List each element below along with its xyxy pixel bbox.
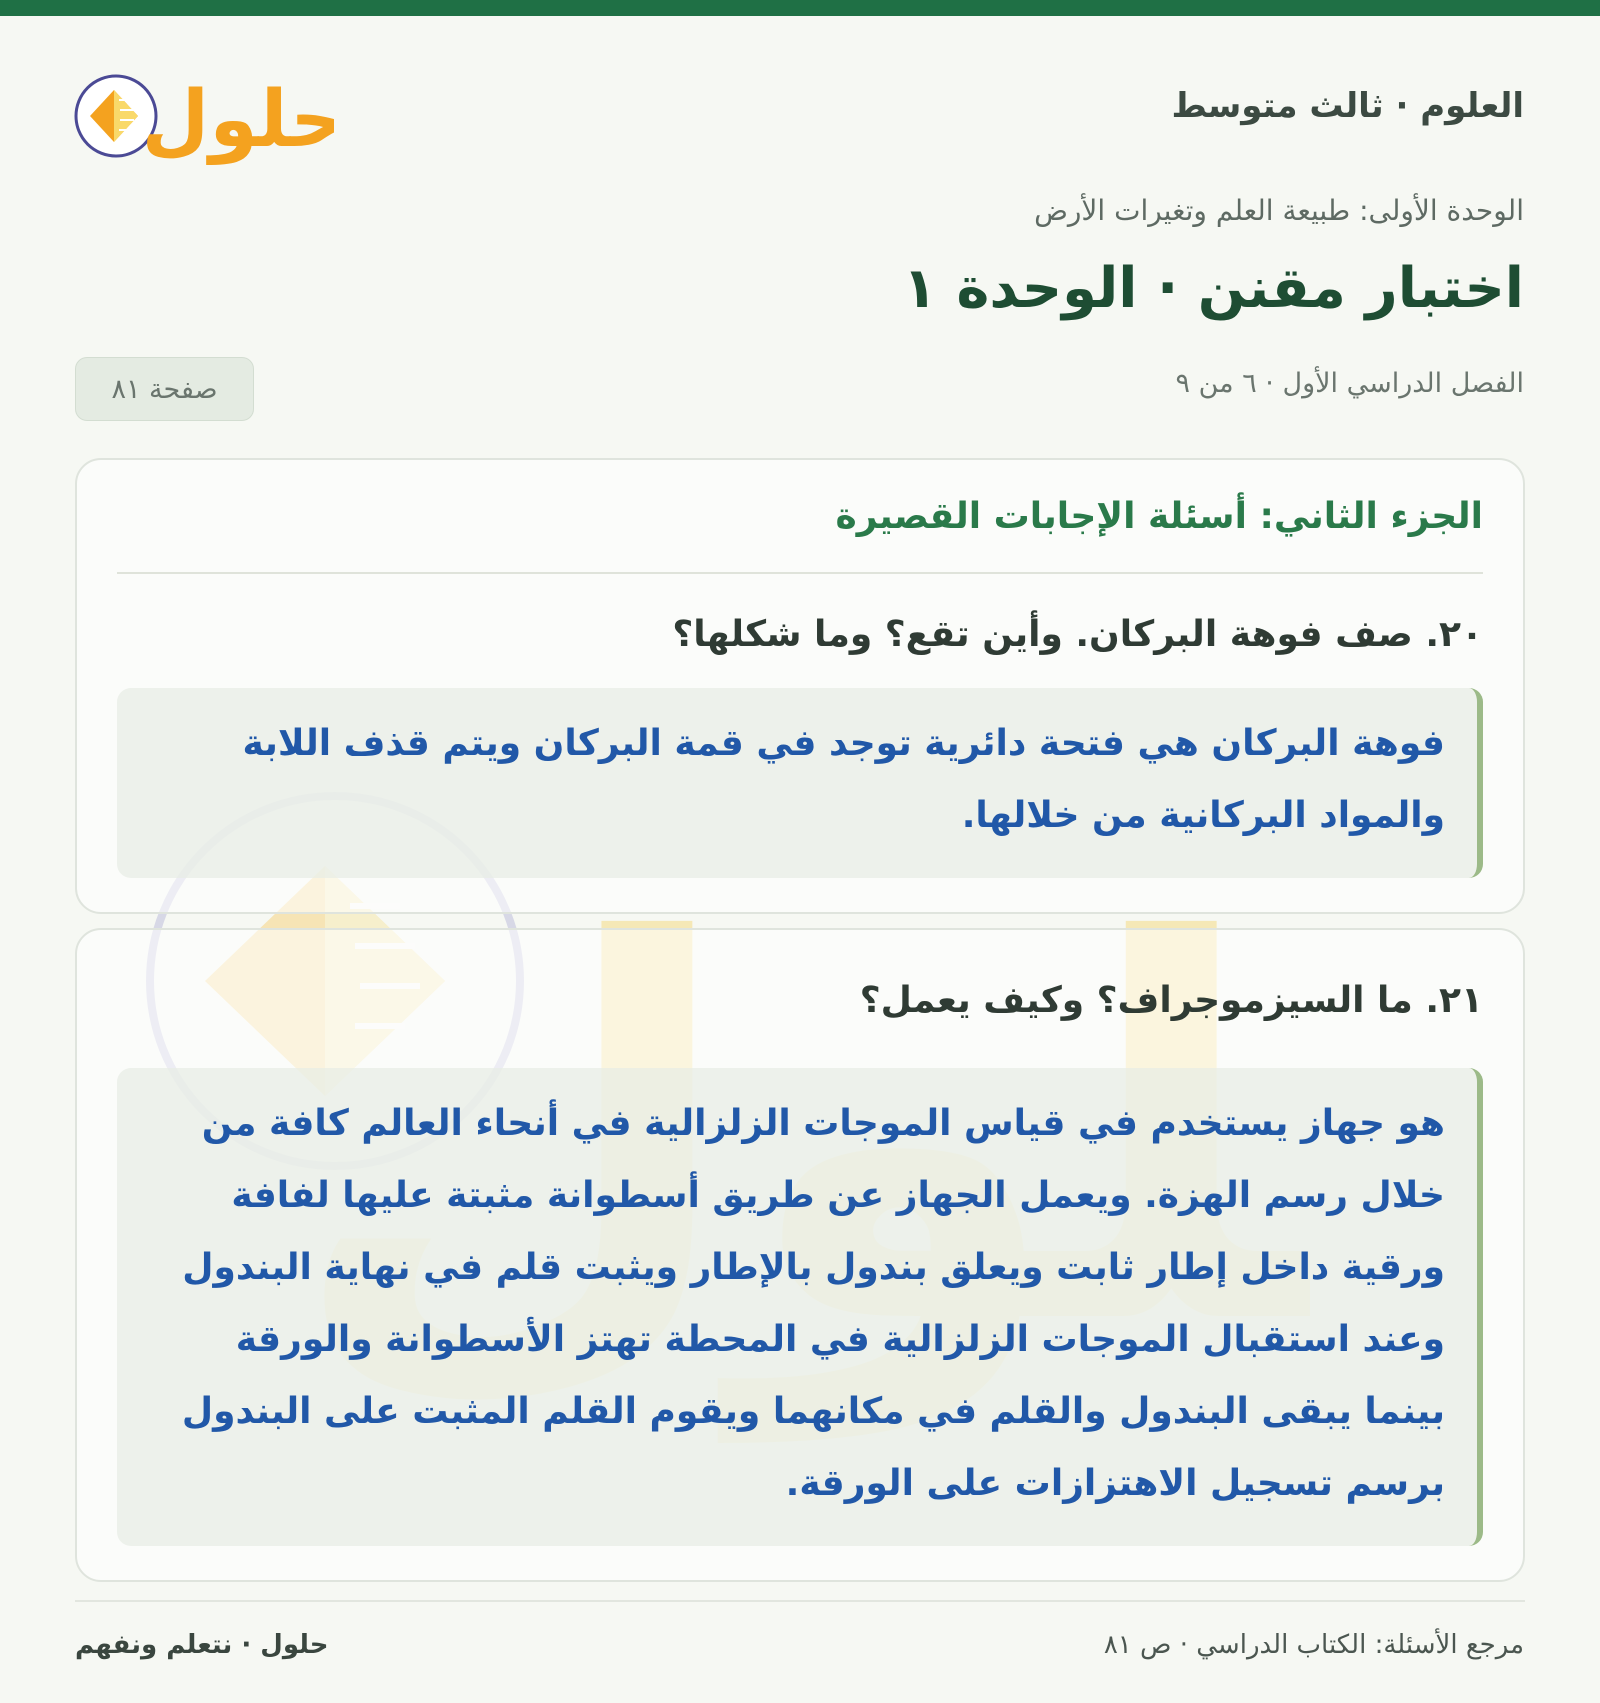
semester-label: الفصل الدراسي الأول · ٦ من ٩ [1175,368,1524,399]
footer-divider [75,1600,1525,1602]
page-title: اختبار مقنن · الوحدة ١ [902,256,1524,321]
question-card [75,458,1525,914]
brand-logo[interactable] [74,56,334,176]
top-accent-bar [0,0,1600,16]
question-text: ٢٠. صف فوهة البركان. وأين تقع؟ وما شكلها؟ [672,614,1483,655]
answer-box: فوهة البركان هي فتحة دائرية توجد في قمة البركان ويتم قذف اللابة والمواد البركانية من خلالها. [117,688,1483,878]
page [0,16,1600,1703]
section-divider [117,572,1483,574]
logo-text: حلول [141,75,334,165]
footer-reference: مرجع الأسئلة: الكتاب الدراسي · ص ٨١ [1103,1630,1524,1660]
page-number-badge: صفحة ٨١ [75,357,254,421]
question-card [75,928,1525,1582]
unit-label: الوحدة الأولى: طبيعة العلم وتغيرات الأرض [1034,194,1524,227]
question-text: ٢١. ما السيزموجراف؟ وكيف يعمل؟ [859,980,1483,1021]
section-title: الجزء الثاني: أسئلة الإجابات القصيرة [835,496,1483,537]
subject-label: العلوم · ثالث متوسط [1171,86,1524,126]
footer-brand: حلول · نتعلم ونفهم [75,1630,329,1660]
answer-box: هو جهاز يستخدم في قياس الموجات الزلزالية في أنحاء العالم كافة من خلال رسم الهزة. ويعمل الجهاز عن طريق أسطوانة مثبتة عليها لفافة ورقية داخل إطار ثابت ويعلق بندول بالإطار ويثبت قلم في نهاية البندول وعند استقبال الموجات الزلزالية في المحطة تهتز الأسطوانة والورقة بينما يبقى البندول والقلم في مكانهما ويقوم القلم المثبت على البندول برسم تسجيل الاهتزازات على الورقة. [117,1068,1483,1546]
